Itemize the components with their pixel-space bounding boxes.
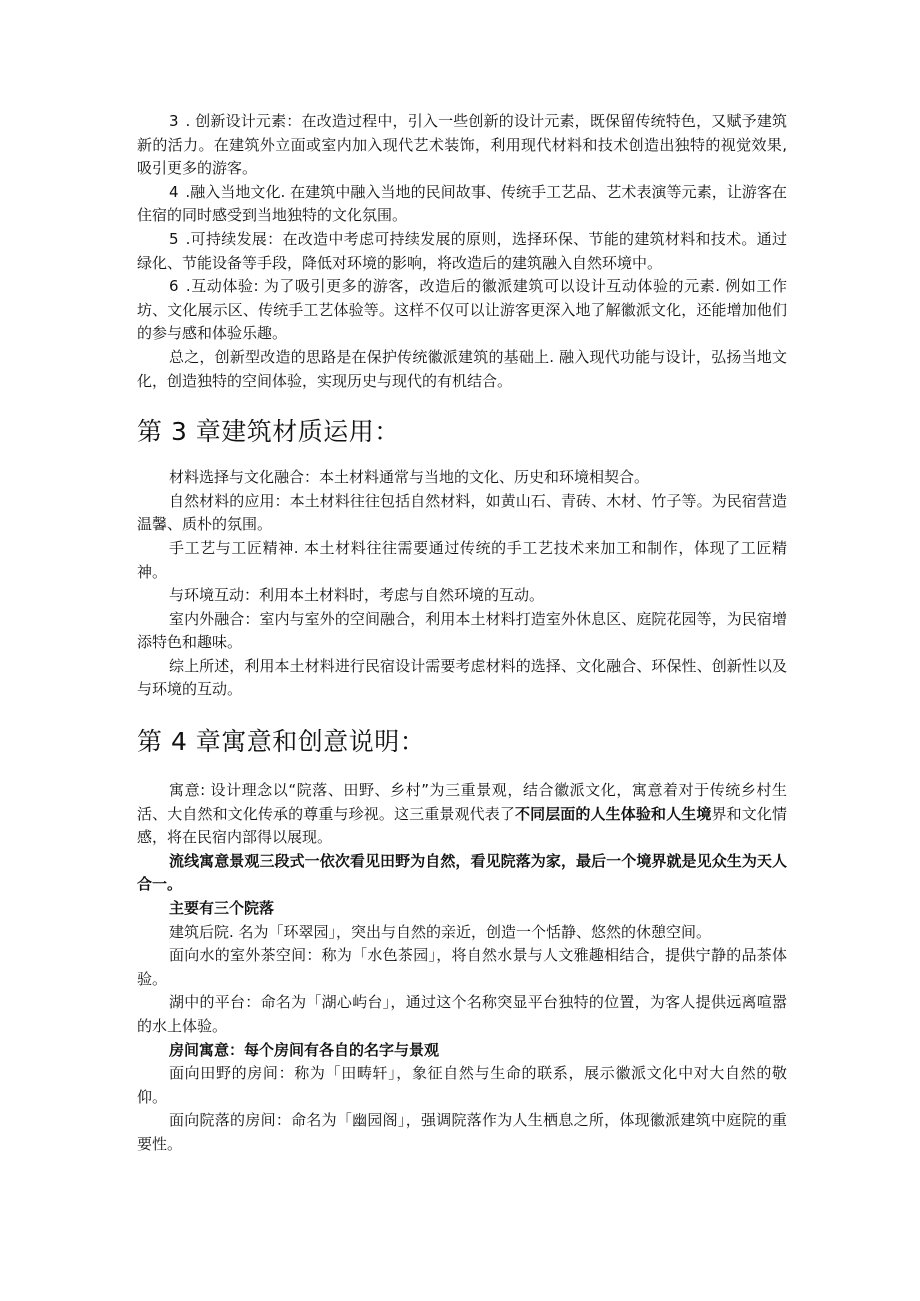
paragraph: 室内外融合：室内与室外的空间融合，利用本土材料打造室外休息区、庭院花园等，为民宿增添特色和趣味。 (137, 609, 787, 652)
courtyard-item: 建筑后院. 名为「环翠园」，突出与自然的亲近，创造一个恬静、悠然的休憩空间。 (169, 922, 712, 941)
list-item (137, 228, 787, 275)
chapter-3-title: 第 3 章建筑材质运用： (137, 417, 400, 447)
item-text: . 创新设计元素：在改造过程中，引入一些创新的设计元素，既保留传统特色，又赋予建筑新的活力。在建筑外立面或室内加入现代艺术装饰，利用现代材料和技术创造出独特的视觉效果, 吸引更多的游客。 (137, 112, 787, 178)
item-text: .互动体验: 为了吸引更多的游客，改造后的徽派建筑可以设计互动体验的元素. 例如工作坊、文化展示区、传统手工艺体验等。这样不仅可以让游客更深入地了解徽派文化，还能增加他们的参与感和体验乐趣。 (137, 277, 787, 343)
intro-bold-text: 不同层面的人生体验和人生境 (514, 804, 712, 823)
intro-paragraph (137, 779, 787, 850)
document-body (137, 110, 787, 1157)
list-item (137, 181, 787, 228)
list-item (137, 275, 787, 346)
item-number: 4 (169, 182, 179, 201)
courtyard-item: 面向水的室外茶空间：称为「水色茶园」，将自然水景与人文雅趣相结合，提供宁静的品茶体验。 (137, 946, 787, 988)
intro-text-end: 界和文化情感，将在民宿内部得以展现。 (137, 804, 787, 847)
courtyards-heading: 主要有三个院落 (169, 899, 275, 918)
paragraph: 与环境互动：利用本土材料时，考虑与自然环境的互动。 (169, 586, 545, 605)
list-item (137, 110, 787, 181)
paragraph: 自然材料的应用：本土材料往往包括自然材料，如黄山石、青砖、木材、竹子等。为民宿营造温馨、质朴的氛围。 (137, 491, 787, 534)
flow-line-paragraph: 流线寓意景观三段式一依次看见田野为自然，看见院落为家，最后一个境界就是见众生为天人合一。 (137, 851, 787, 894)
intro-text: 寓意: 设计理念以“院落、田野、乡村”为三重景观，结合徽派文化，寓意着对于传统乡村生活、大自然和文化传承的尊重与珍视。这三重景观代表了 (137, 781, 787, 823)
item-text: .可持续发展：在改造中考虑可持续发展的原则，选择环保、节能的建筑材料和技术。通过绿化、节能设备等手段，降低对环境的影响，将改造后的建筑融入自然环境中。 (137, 229, 787, 272)
paragraph: 手工艺与工匠精神. 本土材料往往需要通过传统的手工艺技术来加工和制作，体现了工匠精神。 (137, 538, 787, 581)
paragraph: 材料选择与文化融合：本土材料通常与当地的文化、历史和环境相契合。 (169, 468, 650, 487)
item-number: 6 (169, 277, 179, 296)
item-number: 3 (169, 112, 179, 130)
chapter-4-title: 第 4 章寓意和创意说明： (137, 727, 426, 757)
rooms-heading: 房间寓意：每个房间有各自的名字与景观 (169, 1040, 440, 1059)
item-number: 5 (169, 229, 179, 248)
room-item: 面向田野的房间：称为「田畴轩」，象征自然与生命的联系，展示徽派文化中对大自然的敬仰。 (137, 1064, 787, 1106)
room-item: 面向院落的房间：命名为「幽园阁」，强调院落作为人生栖息之所，体现徽派建筑中庭院的重要性。 (137, 1111, 787, 1153)
item-text: .融入当地文化. 在建筑中融入当地的民间故事、传统手工艺品、艺术表演等元素，让游客在住宿的同时感受到当地独特的文化氛围。 (137, 182, 787, 225)
summary-paragraph: 总之，创新型改造的思路是在保护传统徽派建筑的基础上. 融入现代功能与设计，弘扬当地文化，创造独特的空间体验，实现历史与现代的有机结合。 (137, 347, 787, 390)
paragraph: 综上所述，利用本土材料进行民宿设计需要考虑材料的选择、文化融合、环保性、创新性以及与环境的互动。 (137, 656, 787, 699)
courtyard-item: 湖中的平台：命名为「湖心屿台」，通过这个名称突显平台独特的位置，为客人提供远离喧嚣的水上体验。 (137, 993, 787, 1035)
